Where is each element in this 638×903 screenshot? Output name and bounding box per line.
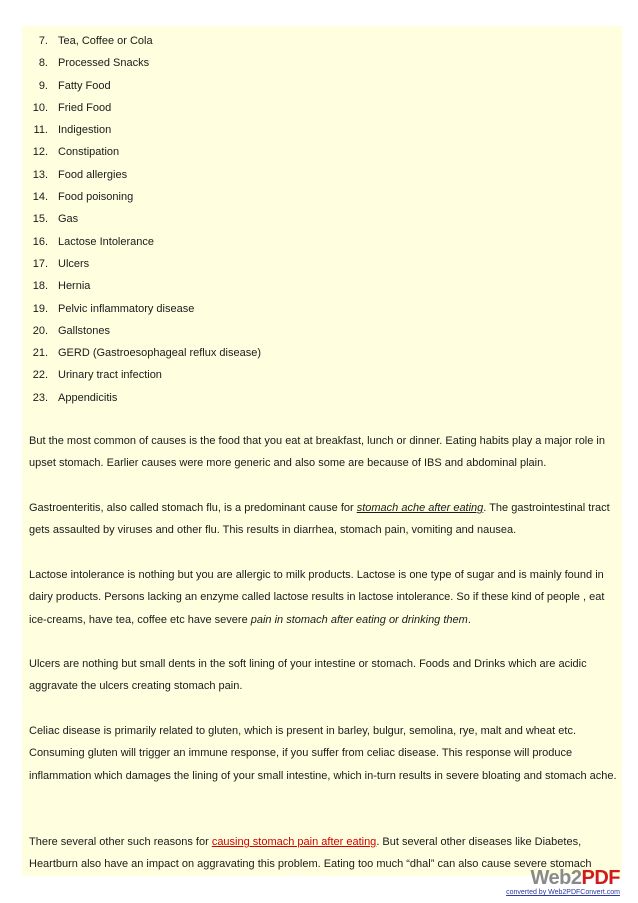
list-item-text: Pelvic inflammatory disease — [58, 302, 195, 315]
list-item — [22, 52, 612, 74]
list-item-text: Constipation — [58, 146, 120, 159]
list-item — [22, 253, 612, 275]
list-item-number: 17. — [32, 257, 48, 270]
list-item-number: 21. — [32, 347, 48, 360]
list-item-number: 15. — [32, 213, 48, 226]
list-item — [22, 320, 612, 342]
list-item — [22, 208, 612, 230]
converted-by-link[interactable]: converted by Web2PDFConvert.com — [506, 889, 620, 896]
list-item-text: Fried Food — [58, 101, 112, 114]
list-item — [22, 75, 612, 97]
list-item-text: Lactose Intolerance — [58, 235, 155, 248]
list-item — [22, 141, 612, 163]
paragraph-text: . But several other diseases like Diabetes, Heartburn also have an impact on aggravating this problem. Eating too much “dhal” can also cause severe stomach — [29, 836, 592, 871]
logo-pdf-text: PDF — [581, 867, 620, 889]
list-item-number: 19. — [32, 302, 48, 315]
list-item-text: Ulcers — [58, 257, 90, 270]
list-item-number: 10. — [32, 101, 48, 114]
list-item-number: 12. — [32, 146, 48, 159]
paragraph-text: Lactose intolerance is nothing but you are allergic to milk products. Lactose is one type of sugar and is mainly found in dairy products. Persons lacking an enzyme called lactose results in lactose intolerance. So if these kind of people , eat ice-creams, have tea, coffee etc have severe — [29, 569, 605, 626]
list-item-text: Gas — [58, 213, 79, 226]
list-item-text: Processed Snacks — [58, 57, 150, 70]
paragraph-celiac — [29, 720, 619, 787]
paragraph-text: Gastroenteritis, also called stomach flu, is a predominant cause for — [29, 502, 357, 514]
list-item — [22, 231, 612, 253]
list-item — [22, 119, 612, 141]
logo-web-text: Web2 — [530, 867, 582, 889]
paragraph-text: . — [467, 613, 471, 626]
paragraph-text: There several other such reasons for — [29, 836, 212, 848]
list-item — [22, 97, 612, 119]
list-item-number: 11. — [33, 124, 48, 137]
web2pdf-logo — [500, 868, 620, 888]
list-item-number: 18. — [32, 280, 48, 293]
paragraph-gastroenteritis — [29, 497, 619, 542]
list-item-text: Food poisoning — [58, 191, 134, 204]
paragraph-text: But the most common of causes is the food that you eat at breakfast, lunch or dinner. Eating habits play a major role in upset stomach. Earlier causes were more generic and also some are because of IBS and abdominal plain. — [29, 435, 605, 470]
list-item-text: Appendicitis — [58, 391, 118, 404]
list-item — [22, 164, 612, 186]
emphasis-text: pain in stomach after eating or drinking them — [250, 613, 468, 626]
list-item-number: 22. — [32, 369, 48, 382]
list-item-number: 13. — [32, 168, 48, 181]
list-item-number: 23. — [32, 391, 48, 404]
list-item-number: 16. — [32, 235, 48, 248]
list-item-number: 8. — [38, 57, 48, 70]
list-item — [22, 342, 612, 364]
list-item-number: 20. — [32, 324, 48, 337]
list-item-text: Fatty Food — [58, 79, 111, 92]
list-item — [22, 186, 612, 208]
list-item-text: Tea, Coffee or Cola — [58, 35, 153, 47]
list-item-number: 7. — [38, 35, 48, 47]
paragraph-text: Celiac disease is primarily related to gluten, which is present in barley, bulgur, semolina, rye, malt and wheat etc. Consuming gluten will trigger an immune response, if you suffer from celiac disease. This response will produce inflammation which damages the lining of your small intestine, which in-turn results in severe bloating and stomach ache. — [29, 725, 617, 782]
list-item-text: Urinary tract infection — [58, 369, 162, 382]
paragraph-text: . The gastrointestinal tract gets assaulted by viruses and other flu. This results in diarrhea, stomach pain, vomiting and nausea. — [29, 502, 610, 537]
web2pdf-watermark — [500, 868, 620, 902]
paragraph-lactose — [29, 564, 619, 631]
list-item — [22, 387, 612, 409]
list-item-text: Food allergies — [58, 168, 128, 181]
causes-list — [22, 30, 612, 409]
list-item — [22, 364, 612, 386]
list-item-number: 9. — [38, 79, 48, 92]
paragraph-ulcers — [29, 653, 619, 698]
stomach-ache-link[interactable]: stomach ache after eating — [356, 502, 484, 514]
list-item — [22, 298, 612, 320]
causing-stomach-pain-link[interactable]: causing stomach pain after eating — [211, 836, 377, 848]
list-item — [22, 30, 612, 52]
paragraph-text: Ulcers are nothing but small dents in the soft lining of your intestine or stomach. Foods and Drinks which are acidic aggravate the ulcers creating stomach pain. — [29, 658, 587, 693]
list-item — [22, 275, 612, 297]
list-item-text: Indigestion — [58, 124, 112, 137]
paragraph-common-causes — [29, 430, 619, 475]
list-item-text: Gallstones — [58, 324, 110, 337]
list-item-text: Hernia — [58, 280, 91, 293]
list-item-text: GERD (Gastroesophageal reflux disease) — [58, 347, 261, 360]
list-item-number: 14. — [32, 191, 48, 204]
